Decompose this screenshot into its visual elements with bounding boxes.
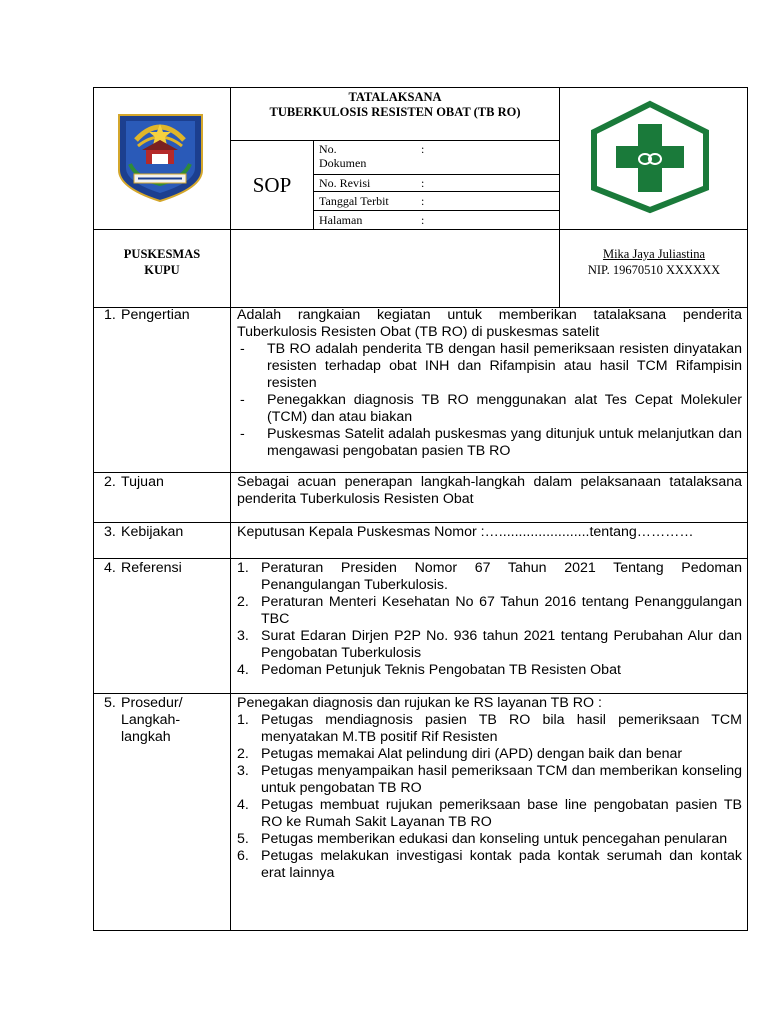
paragraph: Adalah rangkaian kegiatan untuk memberikan tatalaksana penderita Tuberkulosis Resisten Obat (TB RO) di puskesmas satelit [237,307,742,340]
list-item: 6. Petugas melakukan investigasi kontak pada kontak serumah dan kontak erat lainnya [237,848,742,881]
bullet-list [237,341,742,460]
section-referensi [94,559,747,694]
puskesmas-cross-logo-icon [560,88,748,229]
title-line-1: TATALAKSANA [348,90,442,104]
section-kebijakan [94,523,747,559]
meta-row-revision [314,175,559,192]
divider [230,229,231,307]
meta-value: : [421,213,425,227]
paragraph: Penegakan diagnosis dan rujukan ke RS layanan TB RO : [237,695,602,711]
list-item-text: Peraturan Menteri Kesehatan No 67 Tahun 2016 tentang Penanggulangan TBC [261,594,742,627]
list-item: 2. Petugas memakai Alat pelindung diri (APD) dengan baik dan benar [237,746,683,762]
section-prosedur [94,694,747,930]
meta-row-document-number [314,141,559,175]
institution-row [93,229,748,308]
section-label [104,695,224,746]
meta-row-issue-date [314,192,559,211]
list-item-text: Petugas melakukan investigasi kontak pada kontak serumah dan kontak erat lainnya [261,848,742,881]
meta-value: : [421,142,425,156]
list-item: 3. Petugas menyampaikan hasil pemeriksaan TCM dan memberikan konseling untuk pengobatan TB RO [237,763,742,796]
meta-label: Halaman [319,213,363,227]
list-item-text: Petugas mendiagnosis pasien TB RO bila hasil pemeriksaan TCM menyatakan M.TB positif Rif Resisten [261,712,742,745]
section-label [104,524,224,541]
section-number: 2. [104,474,116,490]
sop-label: SOP [252,172,292,197]
list-item: - Puskesmas Satelit adalah puskesmas yang ditunjuk untuk melanjutkan dan mengawasi pengobatan pasien TB RO [240,426,742,459]
section-label [104,560,224,577]
title-line-2: TUBERKULOSIS RESISTEN OBAT (TB RO) [269,105,521,119]
sop-content-table [93,307,748,931]
section-content [237,524,742,541]
list-item: - TB RO adalah penderita TB dengan hasil pemeriksaan resisten dinyatakan resisten terhadap obat INH dan Rifampisin atau hasil TCM Rifampisin resisten [240,341,742,391]
section-title-cont: Langkah- [121,712,181,728]
institution-name [94,246,230,278]
list-item: 1. Petugas mendiagnosis pasien TB RO bila hasil pemeriksaan TCM menyatakan M.TB positif Rif Resisten [237,712,742,745]
list-item-text: Petugas membuat rujukan pemeriksaan base line pengobatan pasien TB RO ke Rumah Sakit Layanan TB RO [261,797,742,830]
list-item-text: Surat Edaran Dirjen P2P No. 936 tahun 2021 tentang Perubahan Alur dan Pengobatan Tuberkulosis [261,628,742,661]
list-item-text: Petugas memberikan edukasi dan konseling untuk pencegahan penularan [261,831,728,847]
signature-block [560,246,748,278]
list-item: - Penegakkan diagnosis TB RO menggunakan alat Tes Cepat Molekuler (TCM) dan atau biakan [240,392,742,425]
list-item-text: TB RO adalah penderita TB dengan hasil pemeriksaan resisten dinyatakan resisten terhadap obat INH dan Rifampisin atau hasil TCM Rifampisin resisten [267,341,742,391]
meta-value: : [421,176,425,190]
meta-label: No. Revisi [319,176,371,190]
list-item: 4. Petugas membuat rujukan pemeriksaan base line pengobatan pasien TB RO ke Rumah Sakit Layanan TB RO [237,797,742,830]
document-meta [314,141,559,229]
list-item-text: Puskesmas Satelit adalah puskesmas yang ditunjuk untuk melanjutkan dan mengawasi pengobatan pasien TB RO [267,426,742,459]
list-item: 5. Petugas memberikan edukasi dan konseling untuk pencegahan penularan [237,831,728,847]
list-item-text: Petugas memakai Alat pelindung diri (APD) dengan baik dan benar [261,746,683,762]
list-item: 2. Peraturan Menteri Kesehatan No 67 Tahun 2016 tentang Penanggulangan TBC [237,594,742,627]
signer-nip: NIP. 19670510 XXXXXX [587,263,721,277]
header-table [93,87,748,230]
list-item-text: Pedoman Petunjuk Teknis Pengobatan TB Resisten Obat [261,662,621,678]
meta-label: No. Dokumen [319,142,367,170]
meta-row-page [314,211,559,229]
list-item-text: Peraturan Presiden Nomor 67 Tahun 2021 Tentang Pedoman Penangulangan Tuberkulosis. [261,560,742,593]
institution-line-1: PUSKESMAS [123,247,201,261]
regional-coat-of-arms-icon [94,88,230,229]
meta-value: : [421,194,425,208]
list-item-text: Penegakkan diagnosis TB RO menggunakan alat Tes Cepat Molekuler (TCM) dan atau biakan [267,392,742,425]
section-title: Referensi [121,560,182,576]
numbered-list [237,560,742,679]
section-title: Prosedur/ [121,695,183,711]
section-title: Kebijakan [121,524,184,540]
meta-label: Tanggal Terbit [319,194,389,208]
paragraph: Sebagai acuan penerapan langkah-langkah dalam pelaksanaan tatalaksana penderita Tuberkulosis Resisten Obat [237,474,742,507]
signer-name: Mika Jaya Juliastina [602,247,706,261]
section-title: Pengertian [121,307,190,323]
section-pengertian [94,307,747,473]
section-number: 3. [104,524,116,540]
section-content [237,474,742,508]
institution-line-2: KUPU [144,263,180,277]
section-number: 1. [104,307,116,323]
section-label [104,474,224,491]
section-number: 5. [104,695,116,711]
section-title-cont: langkah [121,729,171,745]
section-tujuan [94,473,747,523]
paragraph: Keputusan Kepala Puskesmas Nomor :….......................tentang………… [237,524,694,540]
list-item: 3. Surat Edaran Dirjen P2P No. 936 tahun 2021 tentang Perubahan Alur dan Pengobatan Tuberkulosis [237,628,742,661]
section-title: Tujuan [121,474,164,490]
list-item: 1. Peraturan Presiden Nomor 67 Tahun 2021 Tentang Pedoman Penangulangan Tuberkulosis. [237,560,742,593]
list-item-text: Petugas menyampaikan hasil pemeriksaan TCM dan memberikan konseling untuk pengobatan TB RO [261,763,742,796]
numbered-list [237,712,742,882]
list-item: 4. Pedoman Petunjuk Teknis Pengobatan TB Resisten Obat [237,662,621,678]
section-content [237,560,742,679]
section-content [237,307,742,460]
section-content [237,695,742,882]
document-title [231,88,559,140]
section-number: 4. [104,560,116,576]
section-label [104,307,224,324]
